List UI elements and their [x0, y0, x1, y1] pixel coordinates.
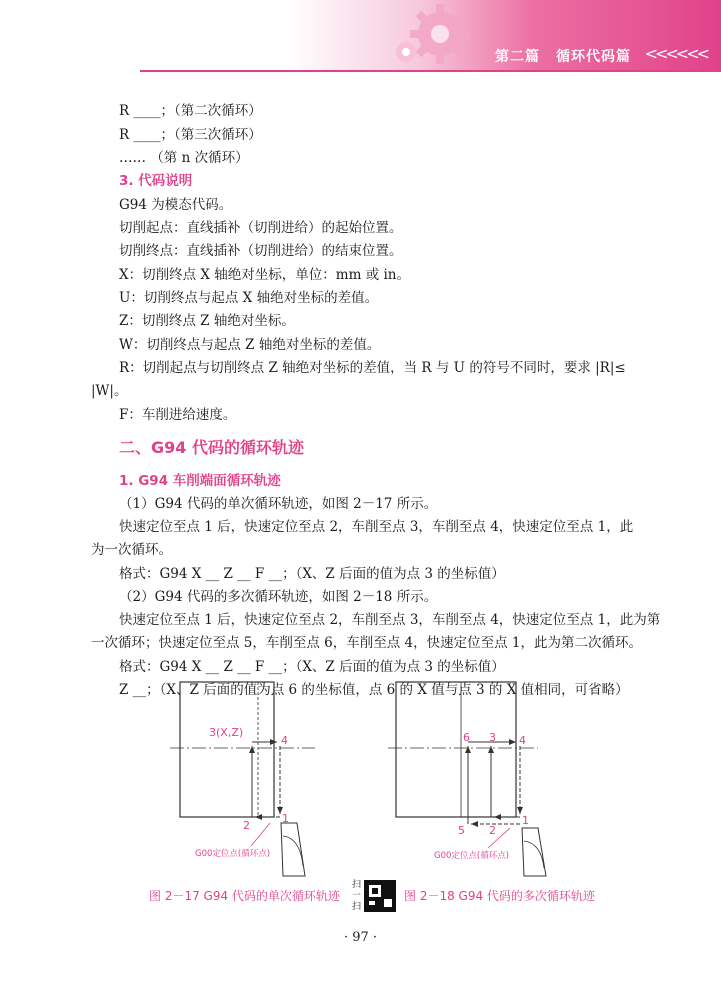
- paragraph: 一次循环；快速定位至点 5，车削至点 6，车削至点 4，快速定位至点 1，此为第二次循环。: [91, 635, 643, 651]
- paragraph: Z：切削终点 Z 轴绝对坐标。: [119, 313, 295, 329]
- paragraph: 格式：G94 X __ Z __ F __；（X、Z 后面的值为点 3 的坐标值）: [119, 566, 505, 582]
- paragraph: W：切削终点与起点 Z 轴绝对坐标的差值。: [119, 337, 381, 353]
- paragraph: R：切削起点与切削终点 Z 轴绝对坐标的差值，当 R 与 U 的符号不同时，要求 |R|≤: [119, 360, 626, 376]
- paragraph: 格式：G94 X __ Z __ F __；（X、Z 后面的值为点 3 的坐标值）: [119, 659, 505, 675]
- text-line: R ____；（第三次循环）: [119, 127, 262, 143]
- point-label: 5: [458, 824, 465, 837]
- point-label: 2: [243, 819, 250, 832]
- header-title: [495, 46, 631, 66]
- point-label: 1: [522, 814, 529, 827]
- figure-note: G00定位点(循环点): [434, 851, 510, 861]
- paragraph: 为一次循环。: [91, 542, 172, 558]
- point-label: 1: [282, 812, 289, 825]
- chevron-left-icon: <<<<<<: [644, 44, 707, 63]
- paragraph: Z __；（X、Z 后面的值为点 6 的坐标值，点 6 的 X 值与点 3 的 X 值相同，可省略）: [119, 682, 629, 698]
- header-part: 第二篇: [495, 49, 540, 65]
- paragraph: |W|。: [91, 383, 128, 399]
- figure-multi-cycle: [388, 676, 573, 881]
- paragraph: 切削起点：直线插补（切削进给）的起始位置。: [119, 220, 403, 236]
- point-label: 2: [489, 824, 496, 837]
- figure-note: G00定位点(循环点): [195, 849, 271, 859]
- paragraph: 快速定位至点 1 后，快速定位至点 2，车削至点 3，车削至点 4，快速定位至点 1，此: [119, 519, 634, 535]
- point-label: 4: [519, 734, 526, 747]
- point-label: 6: [463, 731, 470, 744]
- figure-caption: 图 2－17 G94 代码的单次循环轨迹: [149, 889, 340, 903]
- point-label: 3(X,Z): [209, 726, 244, 739]
- text-line: R ____；（第二次循环）: [119, 103, 262, 119]
- paragraph: （2）G94 代码的多次循环轨迹，如图 2－18 所示。: [119, 589, 438, 605]
- paragraph: X：切削终点 X 轴绝对坐标，单位：mm 或 in。: [119, 267, 411, 283]
- paragraph: G94 为模态代码。: [119, 197, 233, 213]
- header-section-title: 循环代码篇: [556, 49, 631, 65]
- header-rule: [140, 70, 721, 72]
- paragraph: F：车削进给速度。: [119, 407, 237, 423]
- section-heading: 1. G94 车削端面循环轨迹: [119, 473, 281, 489]
- figure-caption: 图 2－18 G94 代码的多次循环轨迹: [404, 889, 595, 903]
- paragraph: 切削终点：直线插补（切削进给）的结束位置。: [119, 243, 403, 259]
- paragraph: U：切削终点与起点 X 轴绝对坐标的差值。: [119, 290, 379, 306]
- text-line: …… （第 n 次循环）: [119, 150, 249, 166]
- paragraph: （1）G94 代码的单次循环轨迹，如图 2－17 所示。: [119, 496, 438, 512]
- paragraph: 快速定位至点 1 后，快速定位至点 2，车削至点 3，车削至点 4，快速定位至点 1，此为第: [119, 612, 661, 628]
- point-label: 3: [489, 731, 496, 744]
- qr-label: 扫一扫: [352, 880, 362, 912]
- page-number: · 97 ·: [343, 930, 378, 945]
- point-label: 4: [281, 734, 288, 747]
- gear-icon: [378, 0, 488, 72]
- chapter-heading: 二、G94 代码的循环轨迹: [119, 438, 304, 457]
- section-heading: 3. 代码说明: [119, 173, 193, 189]
- figure-single-cycle: [165, 676, 350, 881]
